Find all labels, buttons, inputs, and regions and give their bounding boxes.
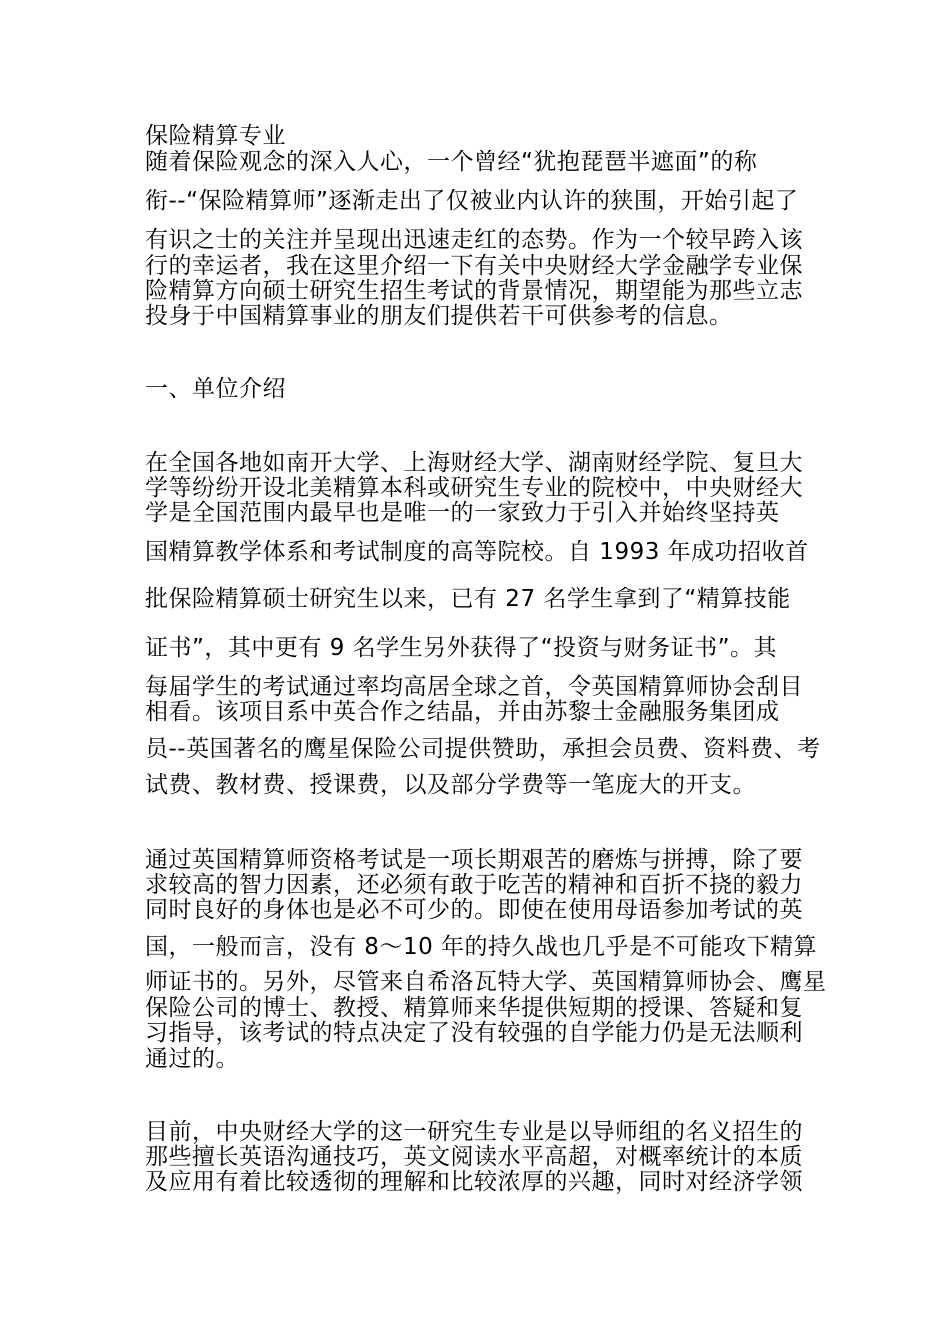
intro-line: 随着保险观念的深入人心，一个曾经“犹抱琵琶半遮面”的称 bbox=[145, 149, 758, 175]
paragraph-line: 通过的。 bbox=[145, 1046, 239, 1072]
paragraph-line: 学是全国范围内最早也是唯一的一家致力于引入并始终坚持英 bbox=[145, 500, 780, 526]
paragraph-line: 国，一般而言，没有 8～10 年的持久战也几乎是不可能攻下精算 bbox=[145, 934, 818, 960]
paragraph-line: 试费、教材费、授课费，以及部分学费等一笔庞大的开支。 bbox=[145, 772, 756, 798]
section-heading: 一、单位介绍 bbox=[145, 376, 286, 402]
paragraph-line: 通过英国精算师资格考试是一项长期艰苦的磨炼与拼搏，除了要 bbox=[145, 847, 803, 873]
paragraph-line: 求较高的智力因素，还必须有敢于吃苦的精神和百折不挠的毅力 bbox=[145, 872, 803, 898]
paragraph-line: 目前，中央财经大学的这一研究生专业是以导师组的名义招生的 bbox=[145, 1119, 803, 1145]
paragraph-line: 学等纷纷开设北美精算本科或研究生专业的院校中，中央财经大 bbox=[145, 475, 803, 501]
paragraph-line: 国精算教学体系和考试制度的高等院校。自 1993 年成功招收首 bbox=[145, 539, 809, 565]
intro-line: 行的幸运者，我在这里介绍一下有关中央财经大学金融学专业保 bbox=[145, 253, 803, 279]
document-title: 保险精算专业 bbox=[145, 123, 286, 149]
intro-line: 衔--“保险精算师”逐渐走出了仅被业内认许的狭围，开始引起了 bbox=[145, 188, 799, 214]
paragraph-line: 保险公司的博士、教授、精算师来华提供短期的授课、答疑和复 bbox=[145, 995, 803, 1021]
paragraph-line: 批保险精算硕士研究生以来，已有 27 名学生拿到了“精算技能 bbox=[145, 586, 791, 612]
paragraph-line: 那些擅长英语沟通技巧，英文阅读水平高超，对概率统计的本质 bbox=[145, 1144, 803, 1170]
intro-line: 投身于中国精算事业的朋友们提供若干可供参考的信息。 bbox=[145, 303, 733, 329]
paragraph-line: 及应用有着比较透彻的理解和比较浓厚的兴趣，同时对经济学领 bbox=[145, 1169, 803, 1195]
paragraph-line: 在全国各地如南开大学、上海财经大学、湖南财经学院、复旦大 bbox=[145, 450, 803, 476]
paragraph-line: 同时良好的身体也是必不可少的。即使在使用母语参加考试的英 bbox=[145, 897, 803, 923]
paragraph-line: 习指导，该考试的特点决定了没有较强的自学能力仍是无法顺利 bbox=[145, 1020, 803, 1046]
paragraph-line: 每届学生的考试通过率均高居全球之首，令英国精算师协会刮目 bbox=[145, 674, 803, 700]
paragraph-line: 师证书的。另外，尽管来自希洛瓦特大学、英国精算师协会、鹰星 bbox=[145, 969, 827, 995]
paragraph-line: 证书”，其中更有 9 名学生另外获得了“投资与财务证书”。其 bbox=[145, 635, 778, 661]
intro-line: 有识之士的关注并呈现出迅速走红的态势。作为一个较早跨入该 bbox=[145, 227, 803, 253]
intro-line: 险精算方向硕士研究生招生考试的背景情况，期望能为那些立志 bbox=[145, 278, 803, 304]
paragraph-line: 相看。该项目系中英合作之结晶，并由苏黎士金融服务集团成 bbox=[145, 699, 780, 725]
paragraph-line: 员--英国著名的鹰星保险公司提供赞助，承担会员费、资料费、考 bbox=[145, 736, 821, 762]
